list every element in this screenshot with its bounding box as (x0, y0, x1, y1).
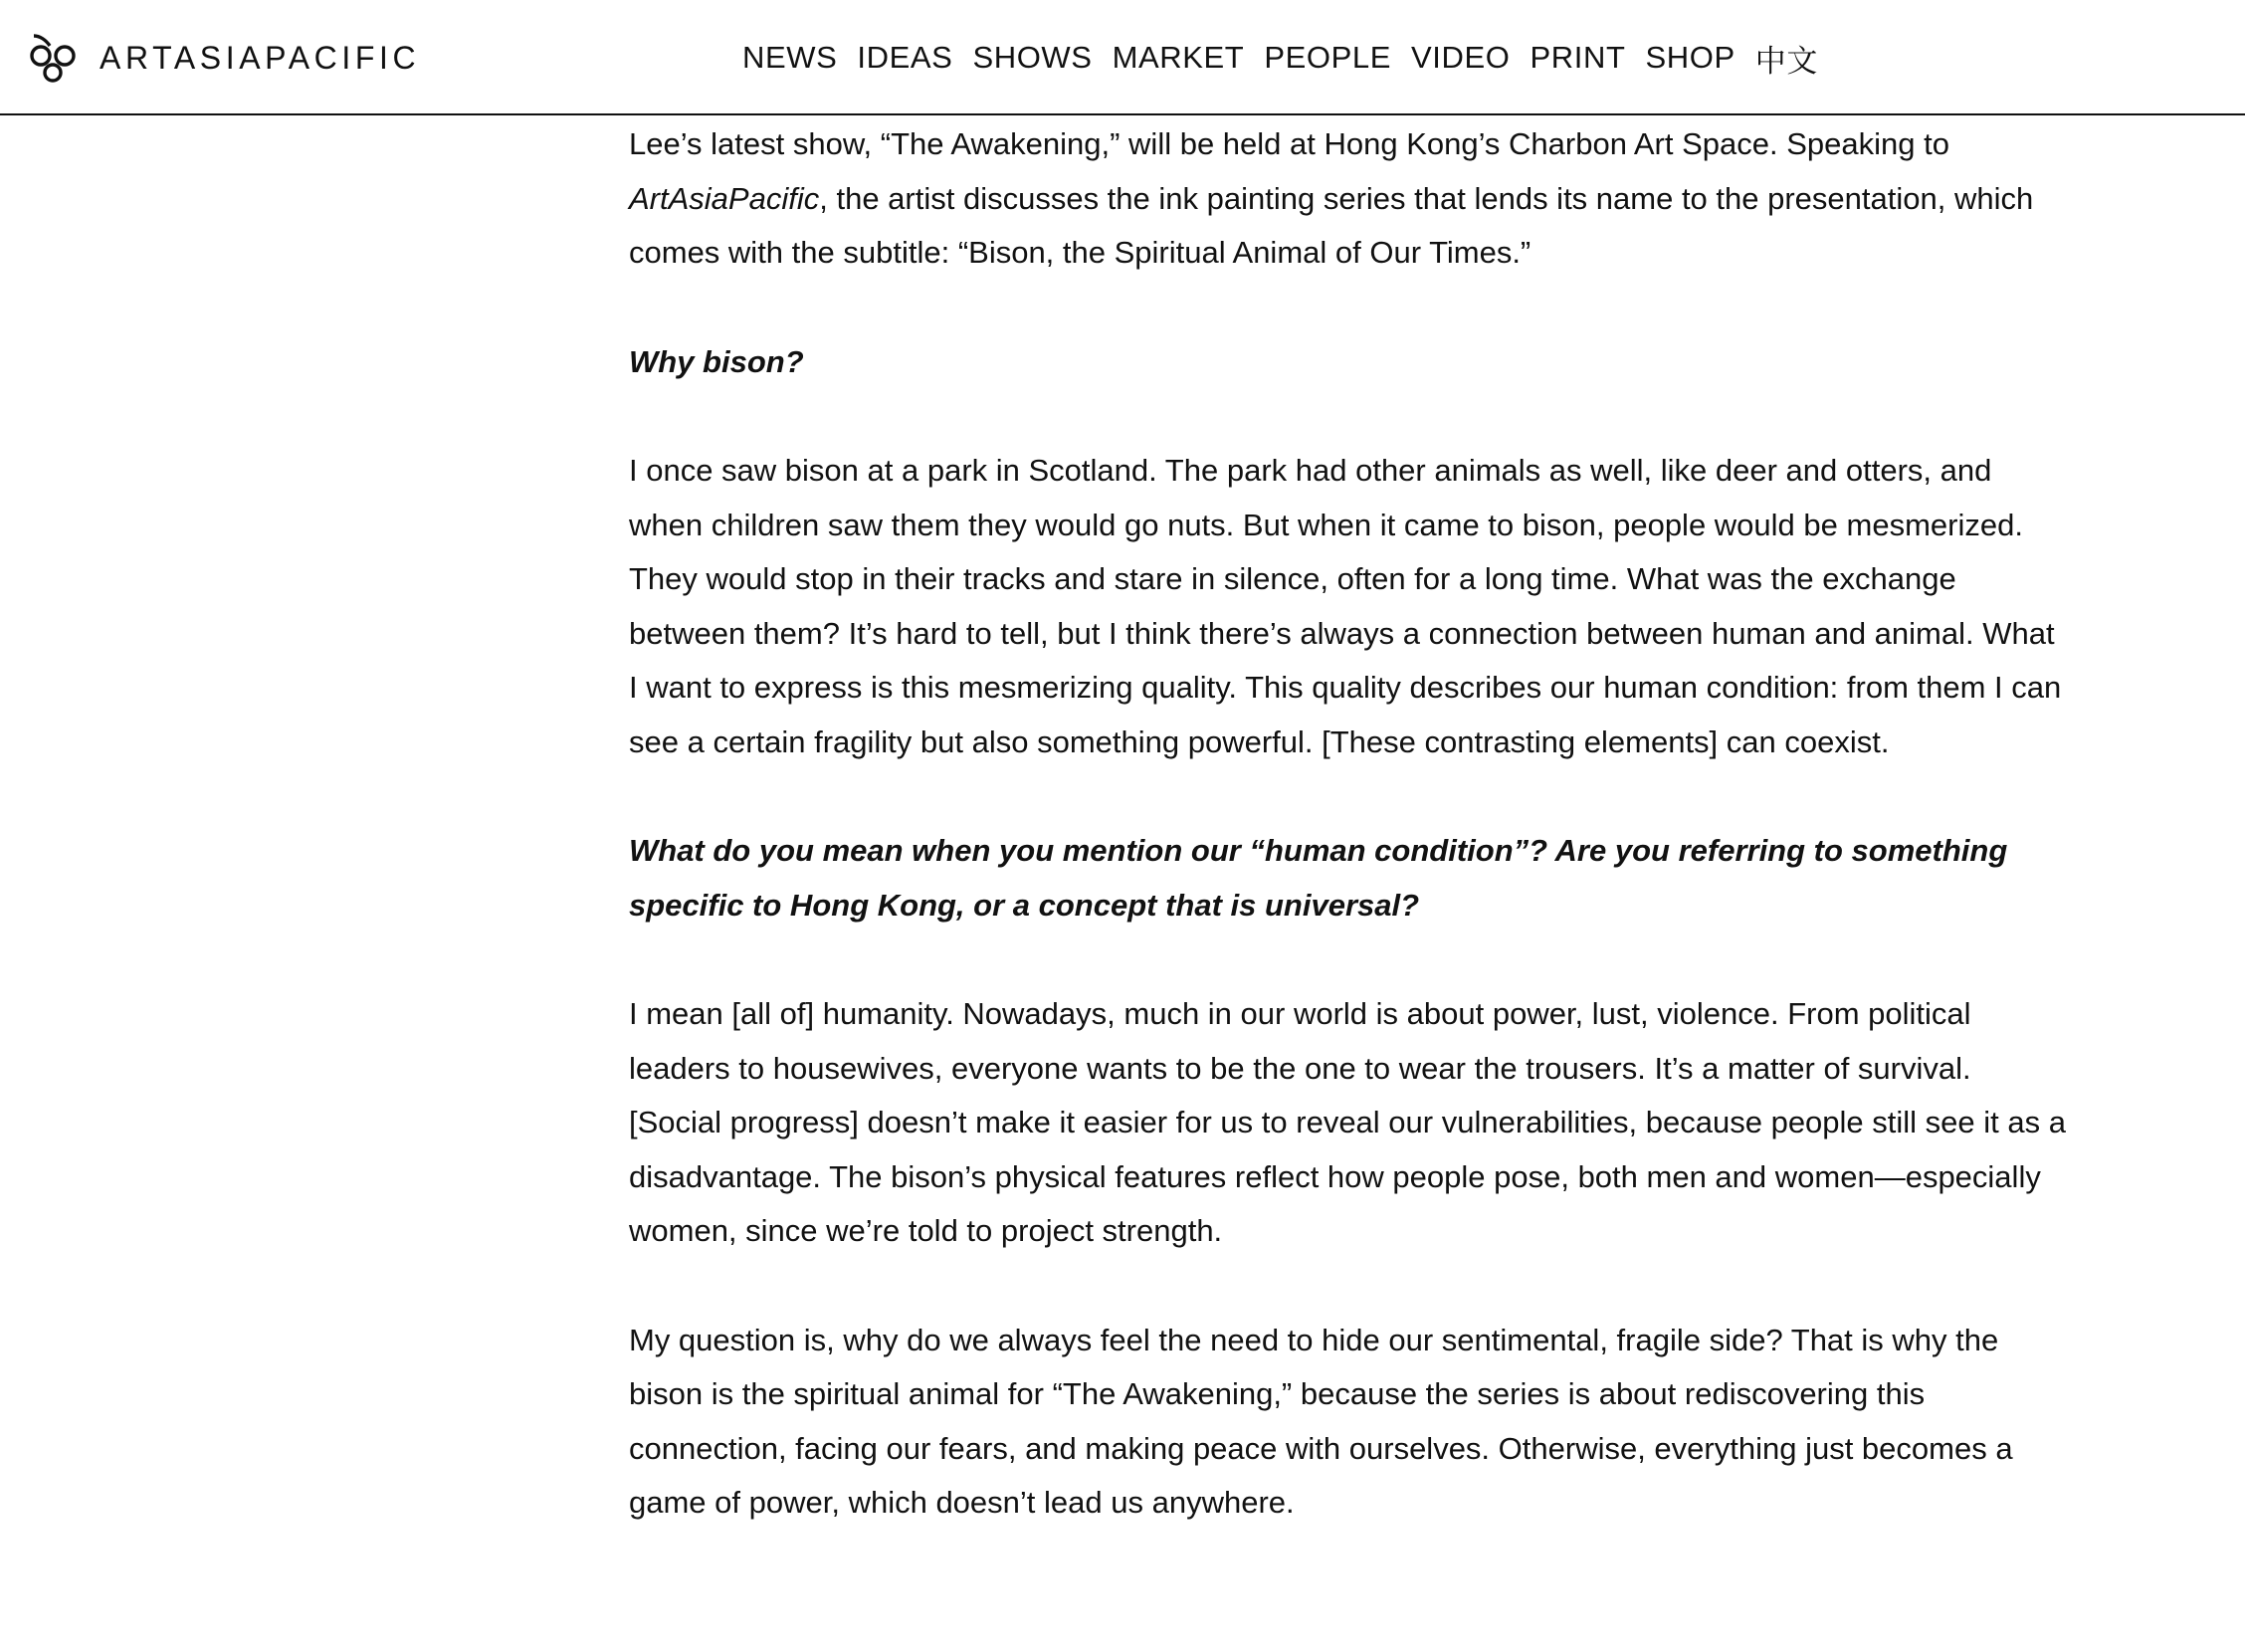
nav-shop[interactable]: SHOP (1645, 40, 1735, 75)
interview-question-1: Why bison? (629, 343, 804, 379)
interview-question-2: What do you mean when you mention our “human condition”? Are you referring to something specific to Hong Kong, or a concept that is universal? (629, 833, 2008, 923)
nav-ideas[interactable]: IDEAS (857, 40, 953, 75)
main-nav (742, 34, 1818, 82)
artasiapacific-logo-icon (28, 32, 80, 84)
nav-chinese[interactable]: 中文 (1754, 43, 1818, 80)
nav-market[interactable]: MARKET (1112, 40, 1245, 75)
nav-video[interactable]: VIDEO (1411, 40, 1511, 75)
interview-answer-3: My question is, why do we always feel the need to hide our sentimental, fragile side? That is why the bison is the spiritual animal for “The Awakening,” because the series is about rediscovering this connection, facing our fears, and making peace with ourselves. Otherwise, everything just becomes a game of power, which doesn’t lead us anywhere. (629, 1322, 2013, 1520)
nav-news[interactable]: NEWS (742, 40, 838, 75)
site-logo-text: ARTASIAPACIFIC (100, 39, 421, 76)
site-header (0, 0, 2245, 115)
publication-name: ArtAsiaPacific (629, 180, 820, 216)
nav-shows[interactable]: SHOWS (972, 40, 1093, 75)
article-intro (629, 117, 2067, 281)
nav-people[interactable]: PEOPLE (1264, 40, 1392, 75)
article-body (629, 117, 2067, 1585)
intro-text-before: Lee’s latest show, “The Awakening,” will be held at Hong Kong’s Charbon Art Space. Speaking to (629, 126, 1949, 161)
interview-answer-1: I once saw bison at a park in Scotland. The park had other animals as well, like deer and otters, and when children saw them they would go nuts. But when it came to bison, people would be mesmerized. They would stop in their tracks and stare in silence, often for a long time. What was the exchange between them? It’s hard to tell, but I think there’s always a connection between human and animal. What I want to express is this mesmerizing quality. This quality describes our human condition: from them I can see a certain fragility but also something powerful. [These contrasting elements] can coexist. (629, 453, 2062, 759)
site-logo[interactable] (28, 30, 420, 86)
interview-answer-2: I mean [all of] humanity. Nowadays, much in our world is about power, lust, violence. From political leaders to housewives, everyone wants to be the one to wear the trousers. It’s a matter of survival. [Social progress] doesn’t make it easier for us to reveal our vulnerabilities, because people still see it as a disadvantage. The bison’s physical features reflect how people pose, both men and women—especially women, since we’re told to project strength. (629, 996, 2066, 1248)
intro-text-after: , the artist discusses the ink painting series that lends its name to the presentation, which comes with the subtitle: “Bison, the Spiritual Animal of Our Times.” (629, 180, 2034, 270)
nav-print[interactable]: PRINT (1530, 40, 1626, 75)
